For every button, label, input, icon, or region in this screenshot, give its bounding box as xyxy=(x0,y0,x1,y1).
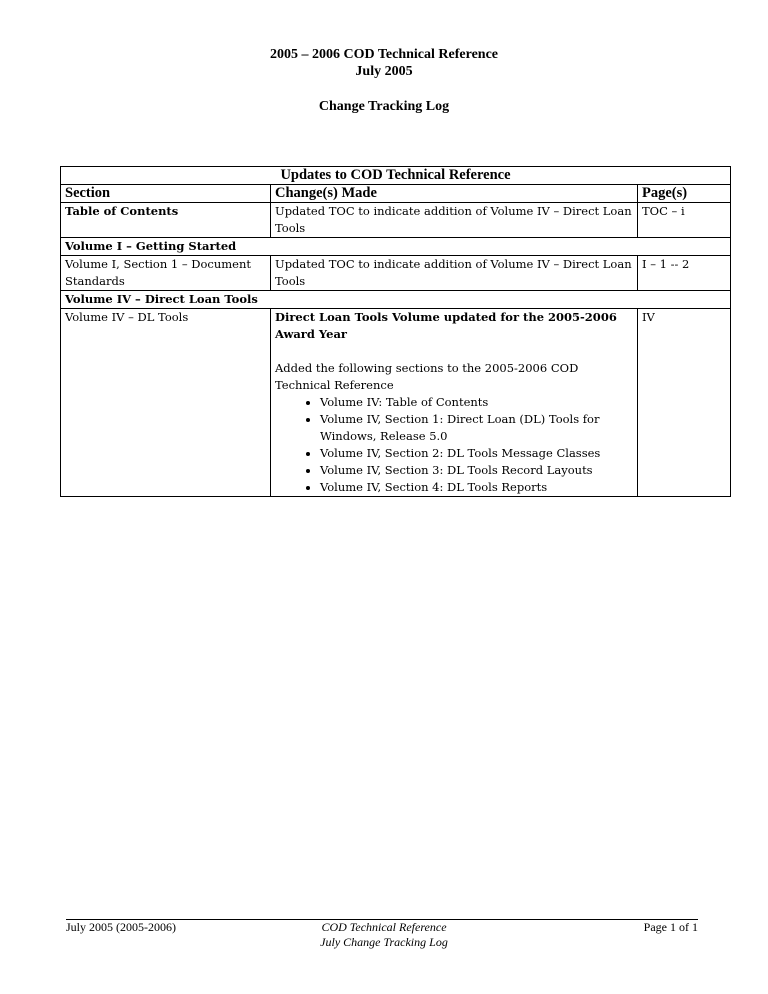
document-subtitle: Change Tracking Log xyxy=(318,99,450,114)
list-item: • Volume IV, Section 4: DL Tools Reports xyxy=(320,479,633,496)
table-row xyxy=(61,256,731,291)
list-item: • Volume IV: Table of Contents xyxy=(320,394,633,411)
row-change: Updated TOC to indicate addition of Volume IV – Direct Loan Tools xyxy=(271,256,638,291)
group-row-volume-i xyxy=(61,238,731,256)
table-row xyxy=(61,309,731,497)
change-tracking-table xyxy=(60,166,731,497)
row-change: Updated TOC to indicate addition of Volume IV – Direct Loan Tools xyxy=(271,203,638,238)
table-title: Updates to COD Technical Reference xyxy=(61,167,731,185)
row-section: Volume IV – DL Tools xyxy=(61,309,271,497)
list-item: • Volume IV, Section 3: DL Tools Record Layouts xyxy=(320,462,633,479)
footer-title xyxy=(250,920,518,950)
added-sections-list xyxy=(275,394,633,496)
footer-title-line2: July Change Tracking Log xyxy=(320,935,448,949)
footer-title-line1: COD Technical Reference xyxy=(321,920,447,934)
list-item: • Volume IV, Section 2: DL Tools Message Classes xyxy=(320,445,633,462)
row-change-detail xyxy=(271,309,638,497)
group-heading: Volume I – Getting Started xyxy=(61,238,731,256)
table-header-row xyxy=(61,185,731,203)
column-header-section: Section xyxy=(61,185,271,203)
row-section: Table of Contents xyxy=(61,203,271,238)
row-pages: TOC – i xyxy=(638,203,731,238)
change-heading: Direct Loan Tools Volume updated for the 2005-2006 Award Year xyxy=(275,310,617,341)
row-pages: I – 1 -- 2 xyxy=(638,256,731,291)
column-header-changes: Change(s) Made xyxy=(271,185,638,203)
document-date: July 2005 xyxy=(355,64,413,79)
table-title-row xyxy=(61,167,731,185)
footer-page-number: Page 1 of 1 xyxy=(643,920,698,934)
paragraph-spacer xyxy=(275,343,633,360)
document-title: 2005 – 2006 COD Technical Reference xyxy=(270,47,498,62)
row-pages: IV xyxy=(638,309,731,497)
row-section: Volume I, Section 1 – Document Standards xyxy=(61,256,271,291)
list-item: • Volume IV, Section 1: Direct Loan (DL) Tools for Windows, Release 5.0 xyxy=(320,411,633,445)
table-row xyxy=(61,203,731,238)
group-row-volume-iv xyxy=(61,291,731,309)
change-intro: Added the following sections to the 2005-2006 COD Technical Reference xyxy=(275,361,579,392)
footer-date: July 2005 (2005-2006) xyxy=(66,920,176,934)
group-heading: Volume IV – Direct Loan Tools xyxy=(61,291,731,309)
column-header-pages: Page(s) xyxy=(638,185,731,203)
